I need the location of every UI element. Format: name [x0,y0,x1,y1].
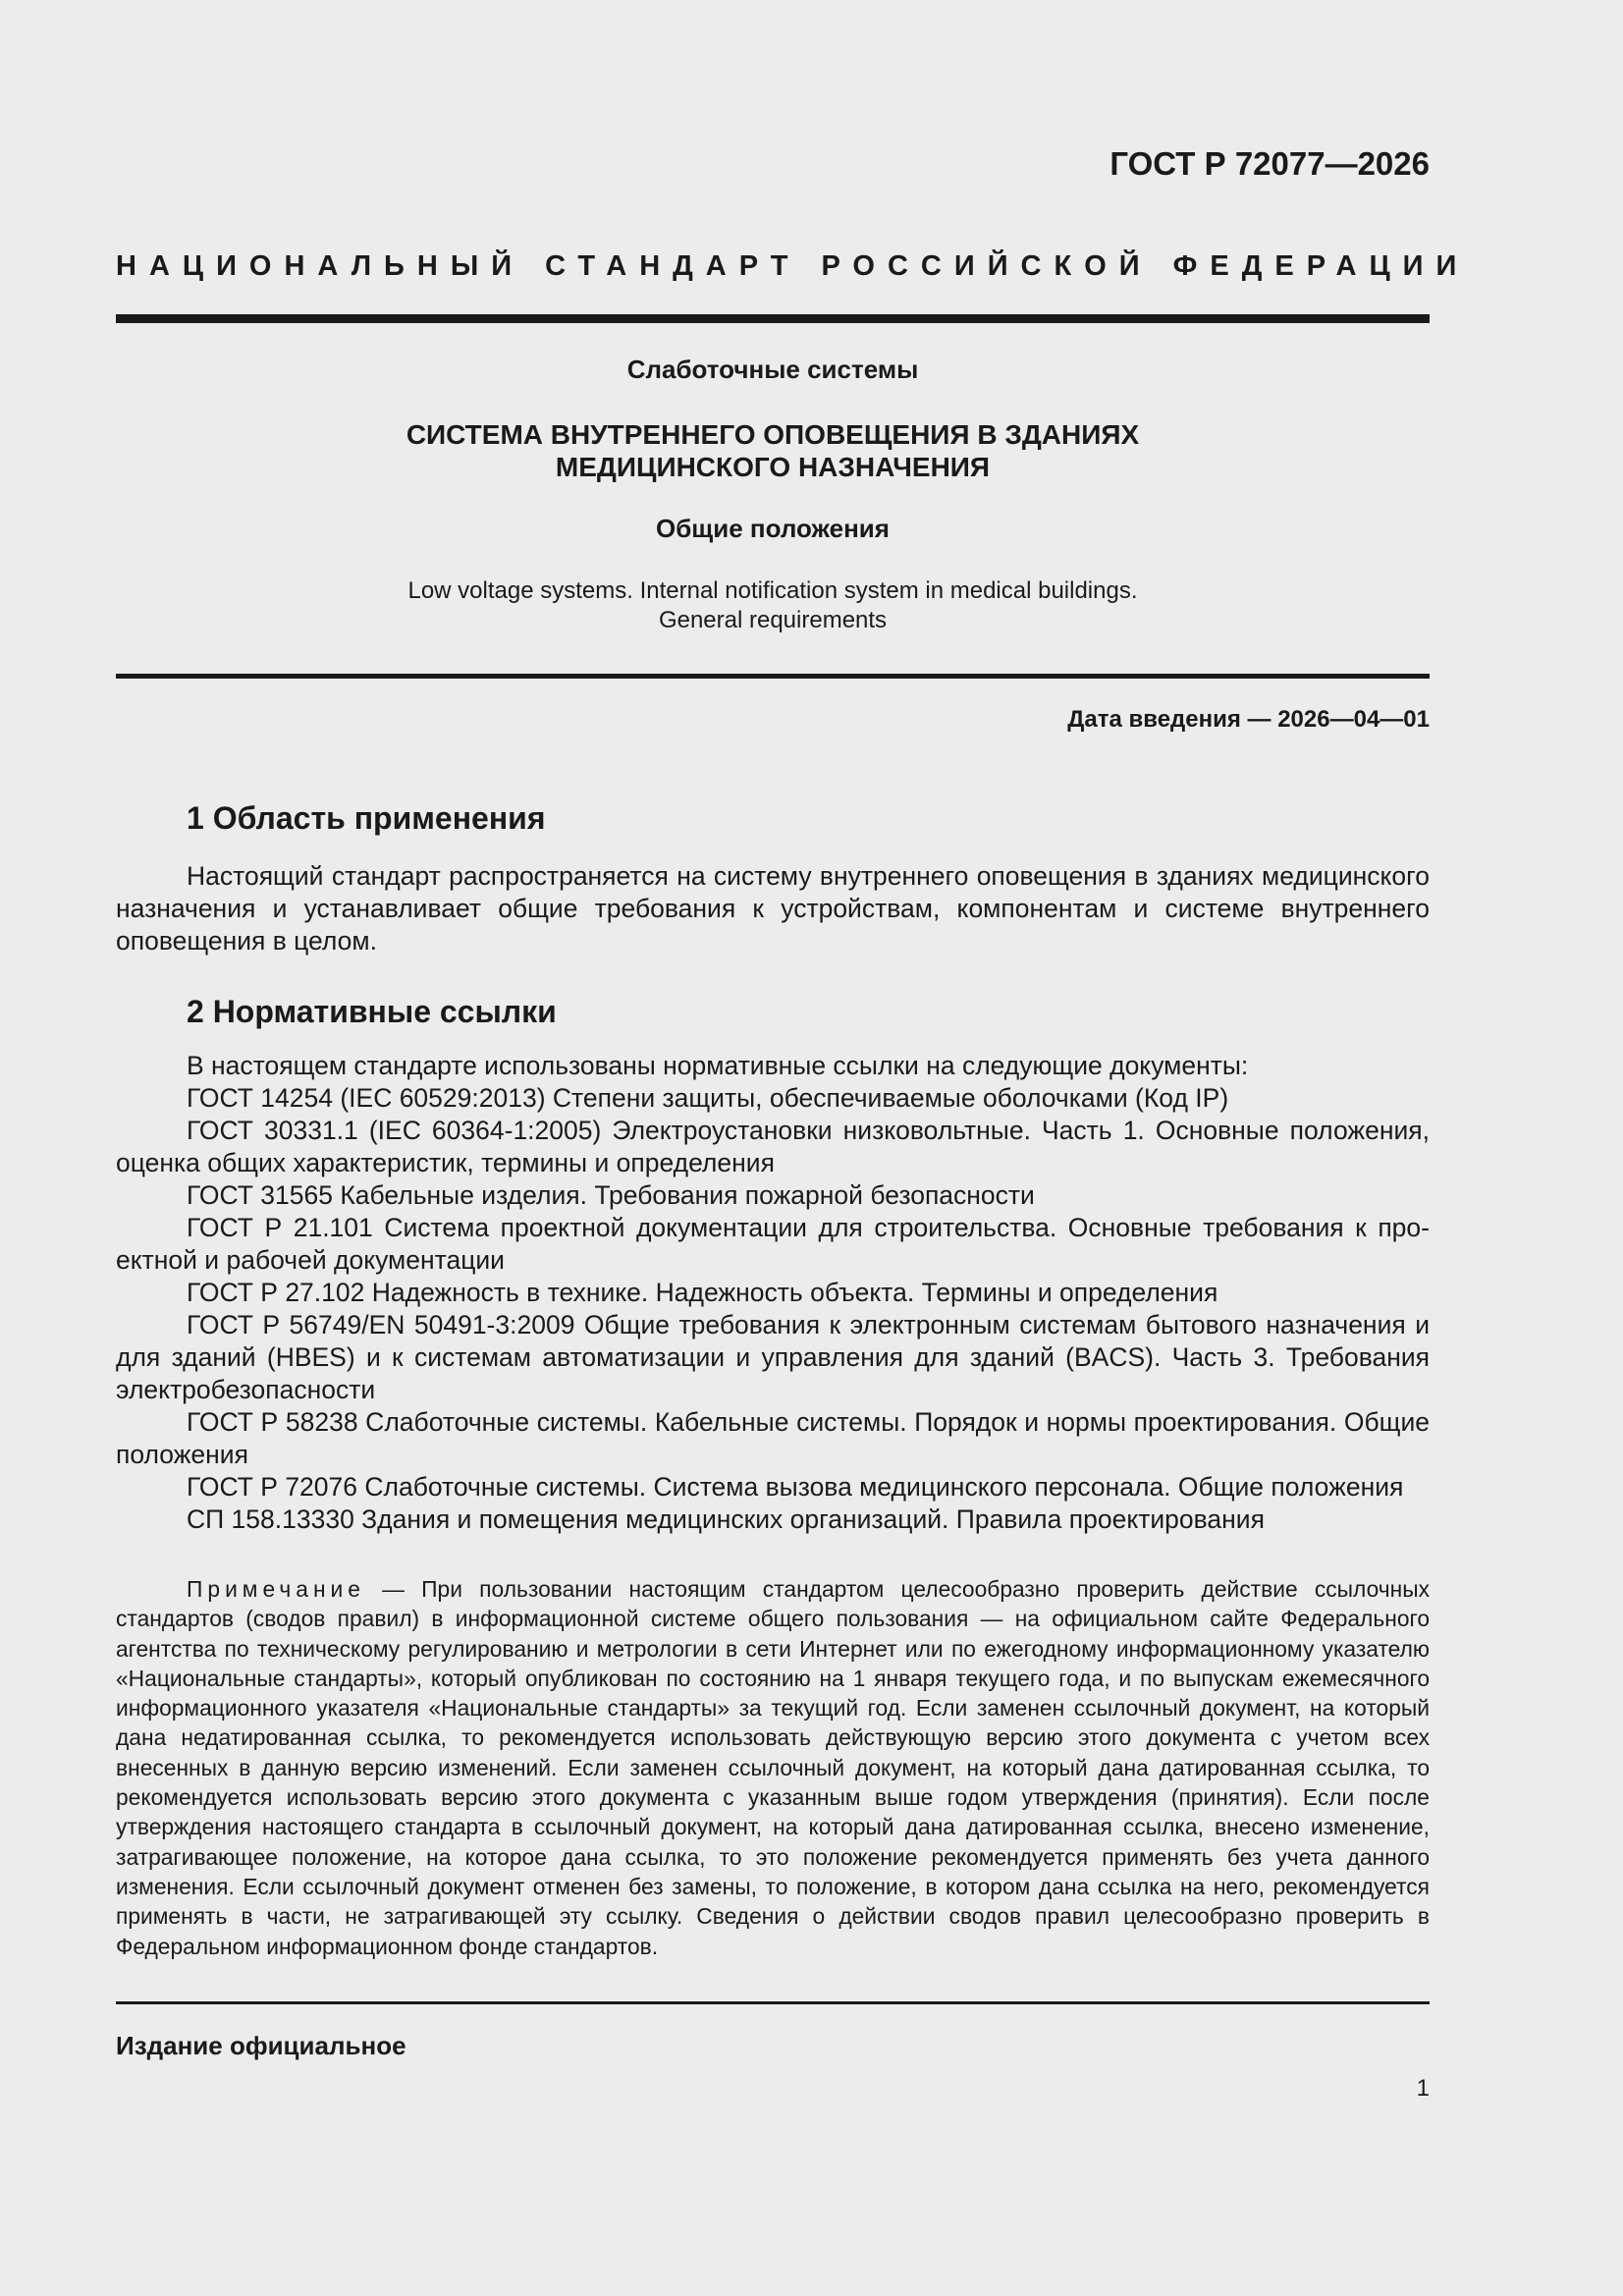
english-title [116,576,1430,635]
reference-item: ГОСТ Р 72076 Слаботочные системы. Система вызова медицинского персонала. Общие положения [187,1472,1404,1502]
reference-item: ГОСТ Р 58238 Слаботочные системы. Кабельные системы. Порядок и нормы проектирования. Общие положения [116,1407,1430,1469]
note-label: Примечание [187,1576,365,1602]
reference-item: ГОСТ Р 27.102 Надежность в технике. Надежность объекта. Термины и определения [187,1278,1218,1307]
note-text: — При пользовании настоящим стандартом целесообразно проверить действие ссылочных стандартов (сводов правил) в информационной системе общего пользования — на официальном сайте Федерального агентства по техническому регулированию и метрологии в сети Интернет или по ежегодному информационному указателю «Национальные стандарты», который опубликован по состоянию на 1 января текущего года, и по выпускам ежемесячного информационного указателя «Национальные стандарты» за текущий год. Если заменен ссылочный документ, на который дана недатированная ссылка, то рекомендуется использовать действующую версию этого документа с учетом всех внесенных в данную версию изменений. Если заменен ссылочный документ, на который дана датированная ссылка, то рекомендуется использовать версию этого документа с указанным выше годом утверждения (принятия). Если после утверждения настоящего стандарта в ссылочный документ, на который дана датированная ссылка, внесено изменение, затрагивающее положение, на которое дана ссылка, то это положение рекомендуется применять без учета данного изменения. Если ссылочный документ отменен без замены, то положение, в котором дана ссылка на него, рекомендуется применять в части, не затрагивающей эту ссылку. Сведения о действии сводов правил целесообразно проверить в Федеральном информационном фонде стандартов. [116,1576,1430,1959]
references-intro: В настоящем стандарте использованы нормативные ссылки на следующие документы: [187,1051,1249,1080]
top-divider [116,314,1430,323]
section-1-heading: 1 Область применения [187,800,546,836]
references-list [116,1050,1430,1536]
reference-item: ГОСТ Р 56749/EN 50491-3:2009 Общие требования к электронным системам бытового назначения и для зданий (HBES) и к системам автоматизации и управления для зданий (BACS). Часть 3. Требования электробезопасности [116,1310,1430,1404]
reference-item: ГОСТ 14254 (IEC 60529:2013) Степени защиты, обеспечиваемые оболочками (Код IP) [187,1083,1229,1113]
document-general-title: Общие положения [656,514,890,543]
section-1-text [116,860,1430,957]
english-title-line-2: General requirements [658,607,888,633]
reference-item: ГОСТ 30331.1 (IEC 60364-1:2005) Электроустановки низковольтные. Часть 1. Основные положения, оценка общих характеристик, термины и определения [116,1116,1430,1177]
document-number: ГОСТ Р 72077—2026 [1109,145,1430,182]
title-line-2: МЕДИЦИНСКОГО НАЗНАЧЕНИЯ [555,452,991,482]
document-subtitle: Слаботочные системы [626,355,919,384]
official-edition-label: Издание официальное [116,2031,406,2060]
introduction-date: Дата введения — 2026—04—01 [1067,706,1430,733]
section-1-paragraph: Настоящий стандарт распространяется на систему внутреннего оповещения в зданиях медицинского назначения и устанавливает общие требования к устройствам, компонентам и системе внутреннего оповещения в целом. [116,861,1430,956]
page-number: 1 [1416,2075,1430,2102]
english-title-line-1: Low voltage systems. Internal notification system in medical buildings. [407,577,1138,604]
document-title [116,418,1430,483]
references-note [116,1574,1430,1961]
title-divider [116,674,1430,679]
footer-divider [116,2001,1430,2004]
reference-item: СП 158.13330 Здания и помещения медицинских организаций. Правила проектирования [187,1504,1265,1534]
reference-item: ГОСТ 31565 Кабельные изделия. Требования пожарной безопасности [187,1180,1035,1210]
standard-type-heading: НАЦИОНАЛЬНЫЙ СТАНДАРТ РОССИЙСКОЙ ФЕДЕРАЦИИ [116,250,1470,282]
section-2-heading: 2 Нормативные ссылки [187,994,557,1029]
title-line-1: СИСТЕМА ВНУТРЕННЕГО ОПОВЕЩЕНИЯ В ЗДАНИЯХ [406,419,1140,450]
reference-item: ГОСТ Р 21.101 Система проектной документации для строительства. Основные требования к проектной и рабочей документации [116,1213,1430,1275]
